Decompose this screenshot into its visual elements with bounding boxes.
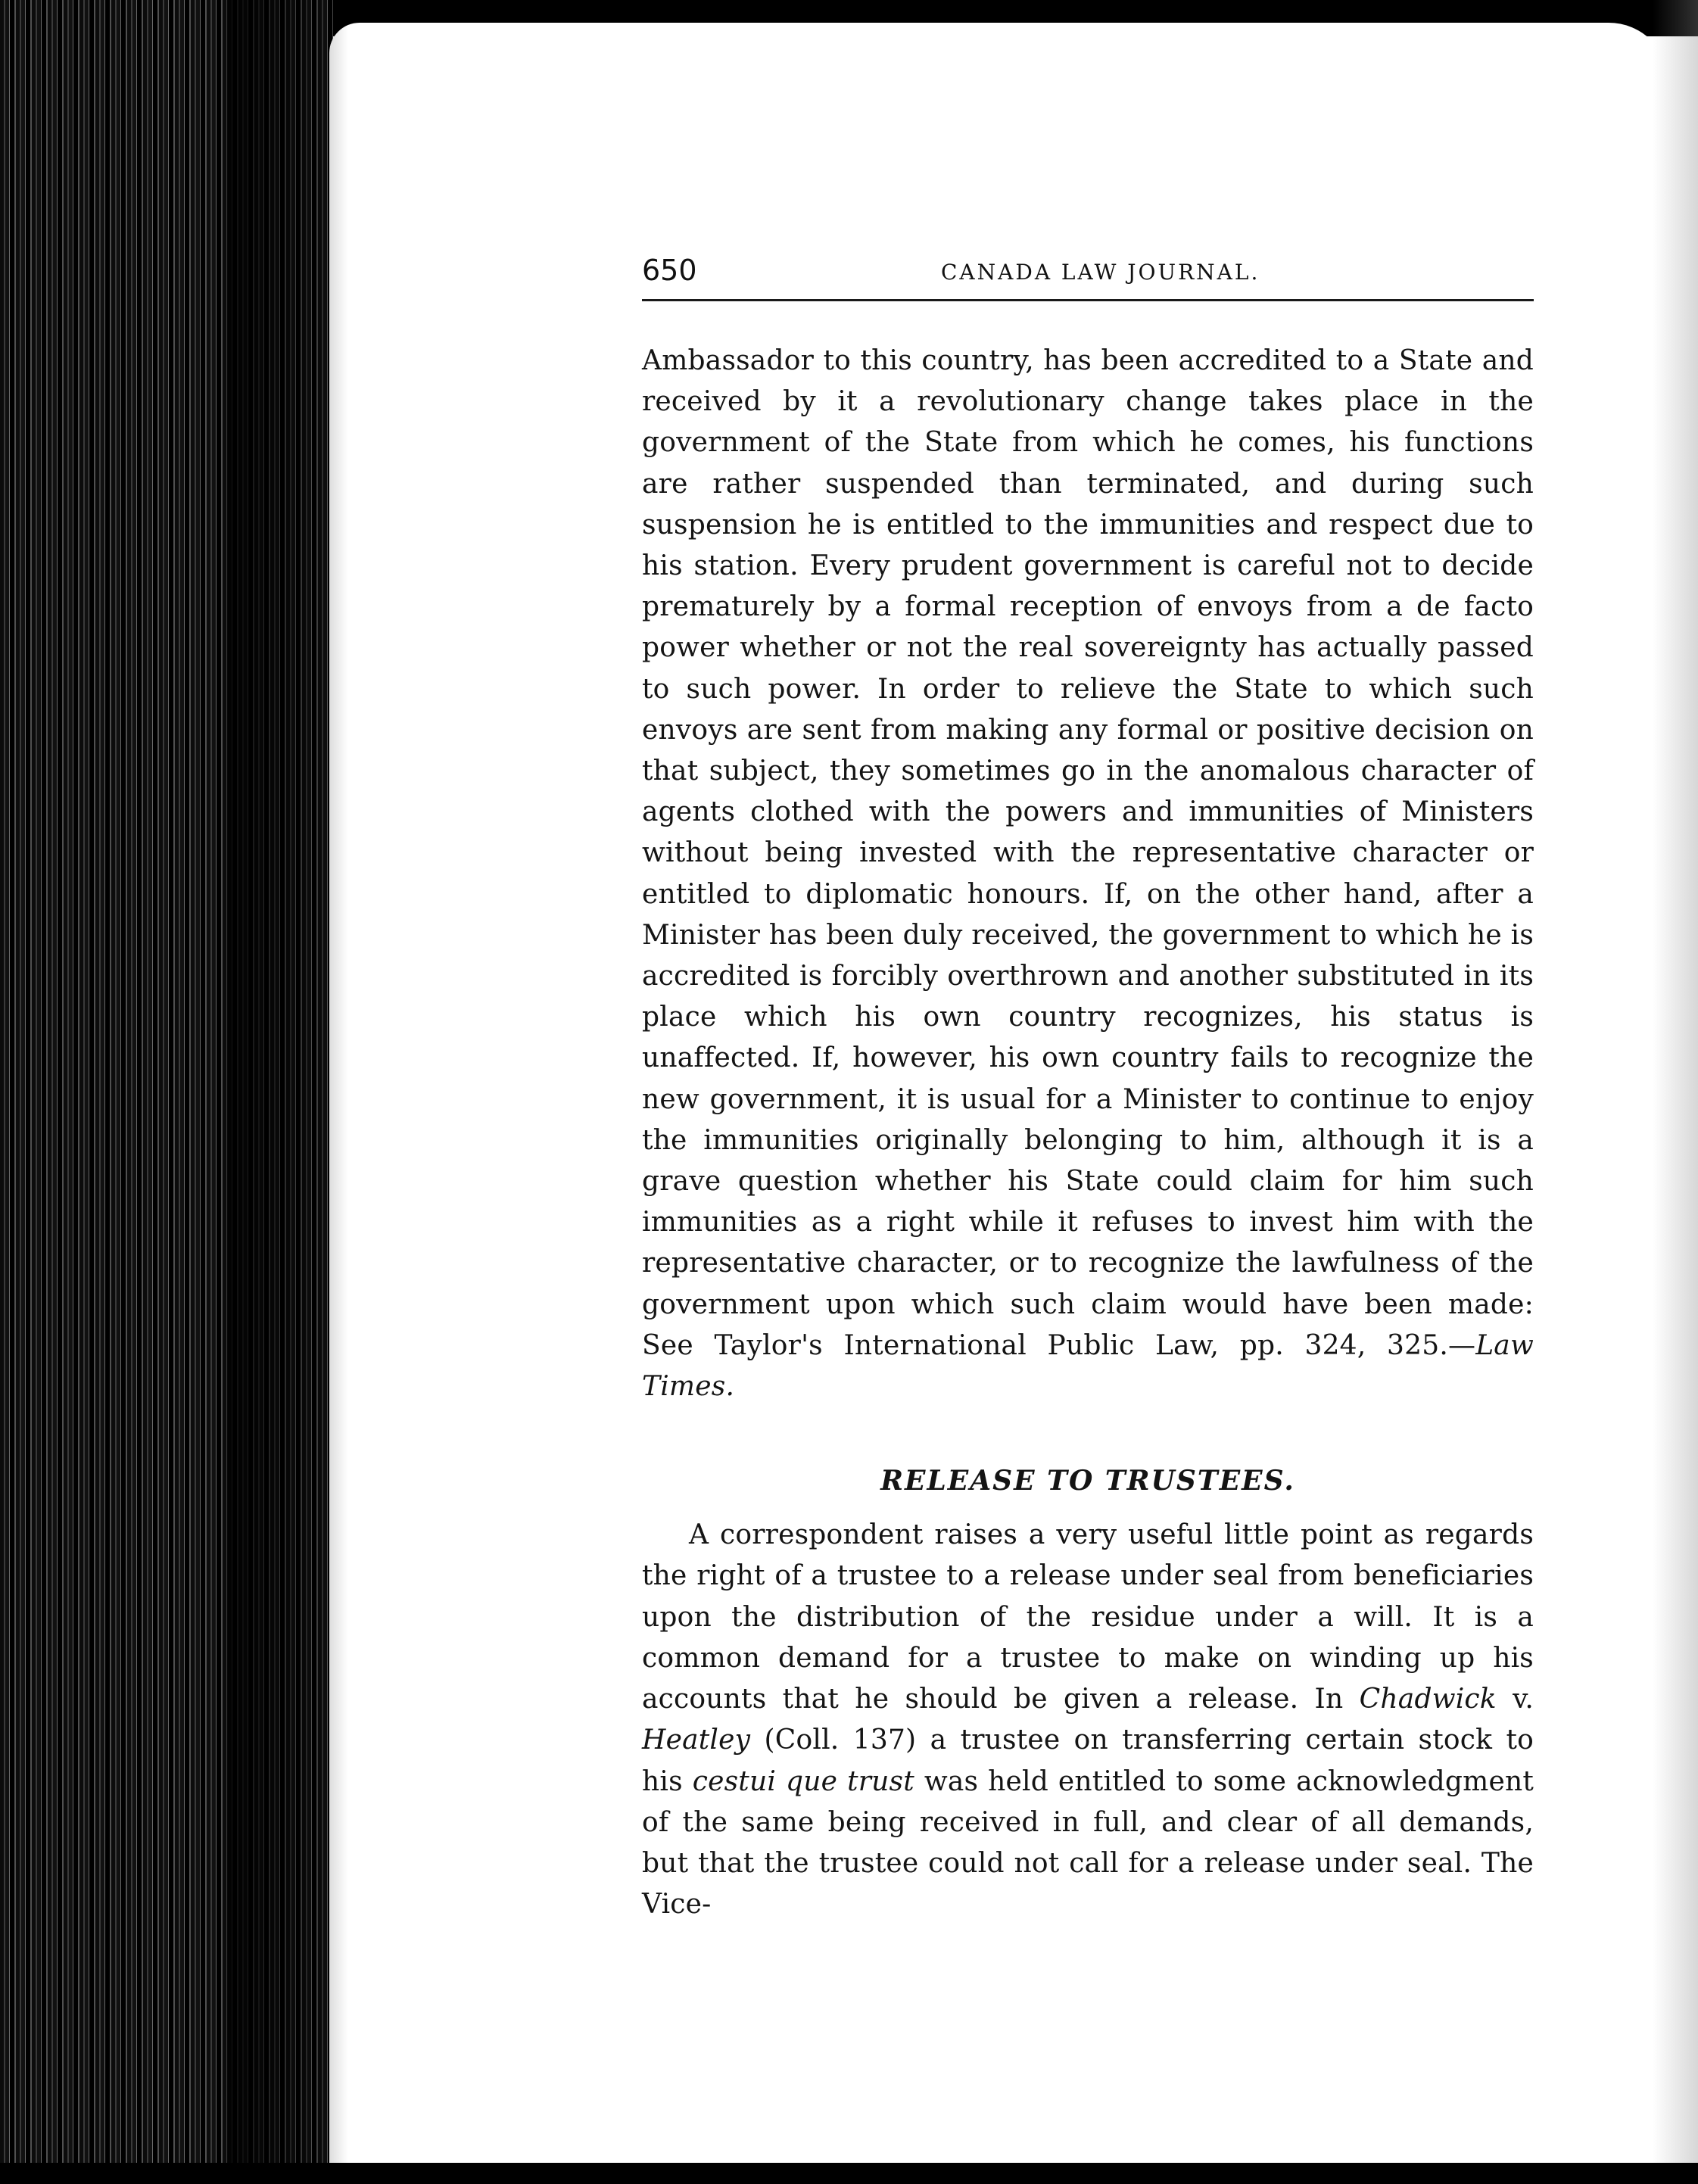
article-body-text: Ambassador to this country, has been accredited to a State and received by it a revolutionary change takes place in the government of the State from which he comes, his functions are rather suspended than terminated, and during such suspension he is entitled to the immunities and respect due to his station. Every prudent government is careful not to decide prematurely by a formal reception of envoys from a de facto power whether or not the real sovereignty has actually passed to such power. In order to relieve the State to which such envoys are sent from making any formal or positive decision on that subject, they sometimes go in the anomalous character of agents clothed with the powers and immunities of Ministers without being invested with the representative character or entitled to diplomatic honours. If, on the other hand, after a Minister has been duly received, the government to which he is accredited is forcibly overthrown and another substituted in its place which his own country recognizes, his status is unaffected. If, however, his own country fails to recognize the new government, it is usual for a Minister to continue to enjoy the immunities originally belonging to him, although it is a grave question whether his State could claim for him such immunities as a right while it refuses to invest him with the representative character, or to recognize the lawfulness of the government upon which such claim would have been made: See Taylor's International Public Law, pp. 324, 325.— <box>642 345 1534 1361</box>
page-content <box>642 254 1554 1925</box>
scan-right-edge <box>1653 0 1698 2184</box>
section-text-2: (Coll. 137) a trustee on transferring certain stock to his <box>642 1724 1534 1797</box>
article-continuation-paragraph <box>642 341 1534 1407</box>
section-heading: RELEASE TO TRUSTEES. <box>880 1465 1295 1497</box>
case-v: v. <box>1496 1684 1534 1715</box>
section-text-3: was held entitled to some acknowledgment of the same being received in full, and clear of all demands, but that the trustee could not call for a release under seal. The Vice- <box>642 1765 1534 1921</box>
case-name: Chadwick <box>1359 1684 1497 1715</box>
latin-term: cestui que trust <box>692 1765 914 1797</box>
running-head <box>642 254 1554 299</box>
section-text-1: A correspondent raises a very useful little point as regards the right of a trustee to a release under seal from beneficiaries upon the distribution of the residue under a will. It is a common demand for a trustee to make on winding up his accounts that he should be given a release. In <box>642 1519 1534 1715</box>
scan-bottom-edge <box>0 2163 1698 2184</box>
source-citation: Law Times. <box>642 1329 1534 1403</box>
header-rule <box>642 299 1534 301</box>
page-number: 650 <box>642 254 697 287</box>
section-separator <box>642 1407 1534 1460</box>
case-party: Heatley <box>642 1724 751 1756</box>
section-paragraph <box>642 1515 1534 1925</box>
journal-title: CANADA LAW JOURNAL. <box>941 260 1260 285</box>
gutter-shadow <box>227 0 348 2184</box>
